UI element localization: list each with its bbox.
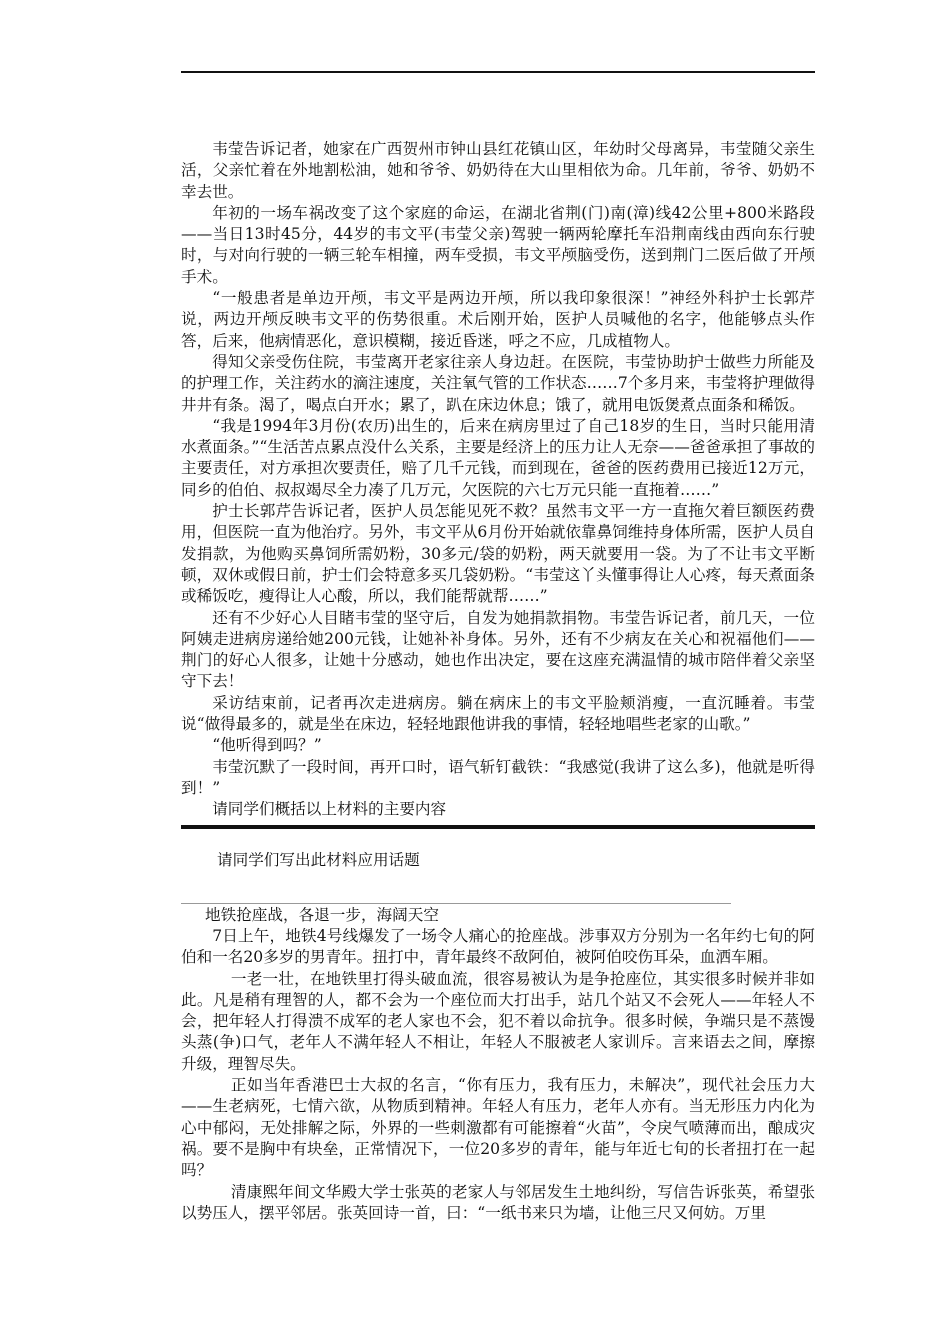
article-body <box>181 139 815 821</box>
top-rule <box>181 71 815 73</box>
paragraph: 7日上午，地铁4号线爆发了一场令人痛心的抢座战。涉事双方分别为一名年约七旬的阿伯和一名20多岁的男青年。扭打中，青年最终不敌阿伯，被阿伯咬伤耳朵，血洒车厢。 <box>181 927 815 967</box>
article-title: 地铁抢座战，各退一步，海阔天空 <box>205 906 439 924</box>
section-divider <box>181 825 815 829</box>
paragraph: 清康熙年间文华殿大学士张英的老家人与邻居发生土地纠纷，写信告诉张英，希望张以势压人，摆平邻居。张英回诗一首，曰：“一纸书来只为墙，让他三尺又何妨。万里 <box>181 1182 815 1222</box>
paragraph: 正如当年香港巴士大叔的名言，“你有压力，我有压力，未解决”，现代社会压力大——生老病死，七情六欲，从物质到精神。年轻人有压力，老年人亦有。当无形压力内化为心中郁闷，无处排解之际，外界的一些刺激都有可能擦着“火苗”，令戾气喷薄而出，酿成灾祸。要不是胸中有块垒，正常情况下，一位20多岁的青年，能与年近七旬的长者扭打在一起吗？ <box>181 1076 815 1180</box>
paragraph: 一老一壮，在地铁里打得头破血流，很容易被认为是争抢座位，其实很多时候并非如此。凡是稍有理智的人，都不会为一个座位而大打出手，站几个站又不会死人——年轻人不会，把年轻人打得溃不成军的老人家也不会，犯不着以命抗争。很多时候，争端只是不蒸馒头蒸(争)口气，老年人不满年轻人不相让，年轻人不服被老人家训斥。言来语去之间，摩擦升级，理智尽失。 <box>181 969 815 1073</box>
paragraph: 韦莹告诉记者，她家在广西贺州市钟山县红花镇山区，年幼时父母离异，韦莹随父亲生活，父亲忙着在外地割松油，她和爷爷、奶奶待在大山里相依为命。几年前，爷爷、奶奶不幸去世。 <box>181 140 815 201</box>
paragraph: “我是1994年3月份(农历)出生的，后来在病房里过了自己18岁的生日，当时只能用清水煮面条。”“生活苦点累点没什么关系，主要是经济上的压力让人无奈——爸爸承担了事故的主要责任，对方承担次要责任，赔了几千元钱，而到现在，爸爸的医药费用已接近12万元，同乡的伯伯、叔叔竭尽全力凑了几万元，欠医院的六七万元只能一直拖着……” <box>181 416 815 499</box>
paragraph: “他听得到吗？” <box>212 736 322 755</box>
task-prompt-topic: 请同学们写出此材料应用话题 <box>217 851 420 869</box>
paragraph: 护士长郭芹告诉记者，医护人员怎能见死不救？虽然韦文平一方一直拖欠着巨额医药费用，但医院一直为他治疗。另外，韦文平从6月份开始就依靠鼻饲维持身体所需，医护人员自发捐款，为他购买鼻饲所需奶粉，30多元/袋的奶粉，两天就要用一袋。为了不让韦文平断顿，双休或假日前，护士们会特意多买几袋奶粉。“韦莹这丫头懂事得让人心疼，每天煮面条或稀饭吃，瘦得让人心酸，所以，我们能帮就帮……” <box>181 502 815 606</box>
paragraph: “一般患者是单边开颅，韦文平是两边开颅，所以我印象很深！”神经外科护士长郭芹说，两边开颅反映韦文平的伤势很重。术后刚开始，医护人员喊他的名字，他能够点头作答，后来，他病情恶化，意识模糊，接近昏迷，呼之不应，几成植物人。 <box>181 289 815 350</box>
task-prompt: 请同学们概括以上材料的主要内容 <box>212 800 447 819</box>
article-body-2 <box>181 926 815 1224</box>
paragraph: 还有不少好心人目睹韦莹的坚守后，自发为她捐款捐物。韦莹告诉记者，前几天，一位阿姨走进病房递给她200元钱，让她补补身体。另外，还有不少病友在关心和祝福他们——荆门的好心人很多，让她十分感动，她也作出决定，要在这座充满温情的城市陪伴着父亲坚守下去！ <box>181 608 815 691</box>
paragraph: 得知父亲受伤住院，韦莹离开老家往亲人身边赶。在医院，韦莹协助护士做些力所能及的护理工作，关注药水的滴注速度，关注氧气管的工作状态……7个多月来，韦莹将护理做得井井有条。渴了，喝点白开水；累了，趴在床边休息；饿了，就用电饭煲煮点面条和稀饭。 <box>181 352 815 414</box>
paragraph: 采访结束前，记者再次走进病房。躺在病床上的韦文平脸颊消瘦，一直沉睡着。韦莹说“做得最多的，就是坐在床边，轻轻地跟他讲我的事情，轻轻地唱些老家的山歌。” <box>181 693 815 734</box>
paragraph: 韦莹沉默了一段时间，再开口时，语气斩钉截铁：“我感觉(我讲了这么多)，他就是听得到！” <box>181 757 815 797</box>
paragraph: 年初的一场车祸改变了这个家庭的命运，在湖北省荆(门)南(漳)线42公里+800米路段——当日13时45分，44岁的韦文平(韦莹父亲)驾驶一辆两轮摩托车沿荆南线由西向东行驶时，与对向行驶的一辆三轮车相撞，两车受损，韦文平颅脑受伤，送到荆门二医后做了开颅手术。 <box>181 203 815 286</box>
